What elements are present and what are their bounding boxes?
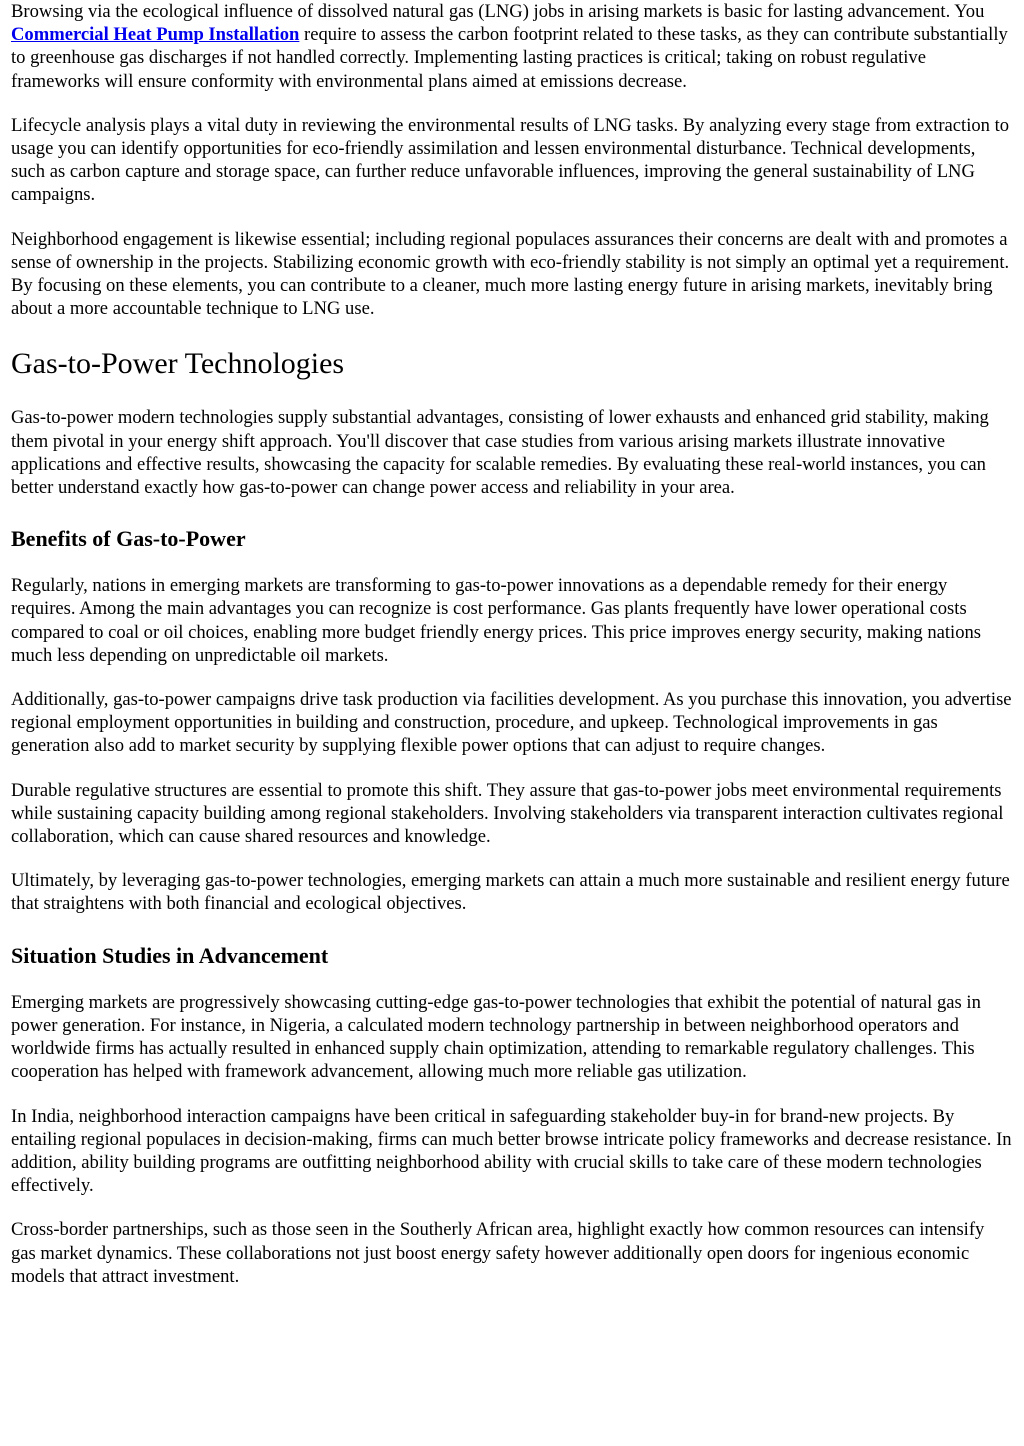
intro-paragraph-1-text-after-link: require to assess the carbon footprint related to these tasks, as they can contribute substantially to greenhouse gas discharges if not handled correctly. Implementing lasting practices is critical; taking on robust regulative frameworks will ensure conformity with environmental plans aimed at emissions decrease. (11, 24, 1008, 92)
benefits-paragraph-3: Durable regulative structures are essential to promote this shift. They assure that gas-to-power jobs meet environmental requirements while sustaining capacity building among regional stakeholders. Involving stakeholders via transparent interaction cultivates regional collaboration, which can cause shared resources and knowledge. (11, 779, 1004, 848)
intro-paragraph-3: Neighborhood engagement is likewise essential; including regional populaces assurances their concerns are dealt with and promotes a sense of ownership in the projects. Stabilizing economic growth with eco-friendly stability is not simply an optimal yet a requirement. By focusing on these elements, you can contribute to a cleaner, much more lasting energy future in arising markets, inevitably bring about a more accountable technique to LNG use. (11, 228, 1010, 320)
commercial-heat-pump-installation-link[interactable]: Commercial Heat Pump Installation (11, 24, 300, 46)
case-studies-paragraph-3: Cross-border partnerships, such as those seen in the Southerly African area, highlight exactly how common resources can intensify gas market dynamics. These collaborations not just boost energy safety however additionally open doors for ingenious economic models that attract investment. (11, 1219, 985, 1287)
case-studies-paragraph-2: In India, neighborhood interaction campaigns have been critical in safeguarding stakeholder buy-in for brand-new projects. By entailing regional populaces in decision-making, firms can much better browse intricate policy frameworks and decrease resistance. In addition, ability building programs are outfitting neighborhood ability with crucial skills to take care of these modern technologies effectively. (11, 1105, 1012, 1197)
intro-paragraph-1 (11, 0, 1013, 93)
intro-paragraph-2: Lifecycle analysis plays a vital duty in reviewing the environmental results of LNG tasks. By analyzing every stage from extraction to usage you can identify opportunities for eco-friendly assimilation and lessen environmental disturbance. Technical developments, such as carbon capture and storage space, can further reduce unfavorable influences, improving the general sustainability of LNG campaigns. (11, 114, 1010, 206)
benefits-paragraph-4: Ultimately, by leveraging gas-to-power technologies, emerging markets can attain a much more sustainable and resilient energy future that straightens with both financial and ecological objectives. (11, 870, 1010, 915)
benefits-paragraph-1: Regularly, nations in emerging markets are transforming to gas-to-power innovations as a dependable remedy for their energy requires. Among the main advantages you can recognize is cost performance. Gas plants frequently have lower operational costs compared to coal or oil choices, enabling more budget friendly energy prices. This price improves energy security, making nations much less depending on unpredictable oil markets. (11, 575, 982, 666)
intro-paragraph-1-text-before-link: Browsing via the ecological influence of dissolved natural gas (LNG) jobs in arising markets is basic for lasting advancement. You (11, 1, 985, 22)
gas-to-power-heading: Gas-to-Power Technologies (11, 347, 345, 381)
case-studies-paragraph-1: Emerging markets are progressively showcasing cutting-edge gas-to-power technologies that exhibit the potential of natural gas in power generation. For instance, in Nigeria, a calculated modern technology partnership in between neighborhood operators and worldwide firms has actually resulted in enhanced supply chain optimization, attending to remarkable regulatory challenges. This cooperation has helped with framework advancement, allowing much more reliable gas utilization. (11, 991, 981, 1083)
benefits-heading: Benefits of Gas-to-Power (11, 526, 246, 552)
case-studies-heading: Situation Studies in Advancement (11, 942, 329, 968)
gas-to-power-paragraph-1: Gas-to-power modern technologies supply substantial advantages, consisting of lower exhausts and enhanced grid stability, making them pivotal in your energy shift approach. You'll discover that case studies from various arising markets illustrate innovative applications and effective results, showcasing the capacity for scalable remedies. By evaluating these real-world instances, you can better understand exactly how gas-to-power can change power access and reliability in your area. (11, 407, 989, 499)
benefits-paragraph-2: Additionally, gas-to-power campaigns drive task production via facilities development. As you purchase this innovation, you advertise regional employment opportunities in building and construction, procedure, and upkeep. Technological improvements in gas generation also add to market security by supplying flexible power options that can adjust to require changes. (11, 689, 1012, 757)
